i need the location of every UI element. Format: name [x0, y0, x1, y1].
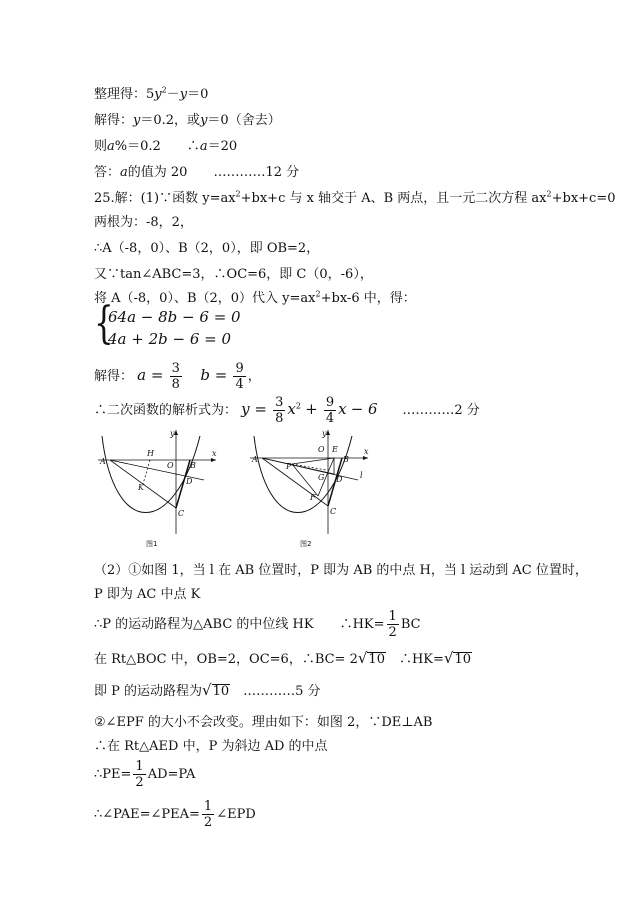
brace: {	[94, 298, 114, 349]
line-angle-pae: ∴∠PAE=∠PEA= $\frac{1}{2}$ ∠EPD	[94, 799, 256, 830]
fig2-label-e: E	[332, 445, 338, 454]
line-path-length: 即 P 的运动路程为√10 …………5 分	[94, 681, 321, 699]
fig1-label-b: B	[190, 461, 196, 470]
fig2-x-arrow	[363, 456, 368, 460]
line-points-ab: ∴A（-8，0）、B（2，0），即 OB=2，	[94, 241, 320, 256]
figure-2	[246, 428, 376, 550]
line-part2-intro: （2）①如图 1，当 l 在 AB 位置时，P 即为 AB 的中点 H，当 l 运动到 AC 位置时，	[94, 563, 588, 578]
line-hk-half-bc: ∴P 的运动路程为△ABC 的中位线 HK ∴HK= $\frac{1}{2}$ BC	[94, 609, 421, 640]
fraction-half-2: $\frac{1}{2}$	[135, 759, 144, 790]
fig1-label-h: H	[147, 449, 154, 458]
fig1-label-a: A	[100, 457, 106, 466]
line-solve-y: 解得：y＝0.2，或y＝0（舍去）	[94, 113, 281, 128]
line-angle-epf: ②∠EPF 的大小不会改变。理由如下：如图 2，∵DE⊥AB	[94, 715, 433, 730]
fraction-b: $\frac{9}{4}$	[235, 361, 244, 392]
sqrt-sign: √	[202, 681, 212, 699]
fig1-x-arrow	[211, 458, 216, 462]
line-then-a: 则a%＝0.2 ∴a＝20	[94, 139, 238, 154]
line-simplify: 整理得：$5y^2-y=0$	[94, 85, 209, 102]
fig1-label-x: x	[212, 449, 217, 458]
fig2-label-d: D	[336, 475, 343, 484]
fig1-label-c: C	[178, 509, 185, 518]
equation-2: 4a + 2b − 6 = 0	[108, 330, 232, 348]
fraction-a: $\frac{3}{8}$	[171, 361, 180, 392]
fraction-half-3: $\frac{1}{2}$	[203, 799, 213, 830]
fig1-label-y: y	[170, 429, 175, 438]
fraction-3-8: $\frac{3}{8}$	[275, 395, 284, 426]
line-pe-half-ad: ∴PE= $\frac{1}{2}$ AD=PA	[94, 759, 196, 790]
line-answer: 答：a的值为 20 …………12 分	[94, 165, 300, 180]
fig1-midline-hk	[143, 460, 150, 484]
fig1-label-o: O	[167, 461, 174, 470]
fig2-label-y: y	[322, 429, 327, 438]
sqrt-sign: √	[357, 649, 368, 667]
fig2-line-pf	[292, 464, 318, 496]
fig1-label-d: D	[186, 477, 193, 486]
fig2-label-o: O	[318, 445, 325, 454]
sqrt-sign: √	[443, 649, 454, 667]
line-midpoint-k: P 即为 AC 中点 K	[94, 587, 201, 602]
line-bc-value: 在 Rt△BOC 中，OB=2，OC=6，∴BC= 2√10 ∴HK=√10	[94, 649, 472, 667]
line-rt-aed: ∴在 Rt△AED 中，P 为斜边 AD 的中点	[94, 739, 328, 754]
fig2-label-a: A	[252, 455, 258, 464]
line-quadratic: ∴二次函数的解析式为： y = $\frac{3}{8}$ $x^2$ + $\frac{9}{4}$ x − 6 …………2 分	[94, 395, 480, 426]
fig2-label-c: C	[330, 507, 337, 516]
fig1-label-k: K	[138, 483, 144, 492]
fig2-label-b: B	[343, 455, 349, 464]
fig2-label-g: G	[318, 473, 325, 482]
line-solve-ab: 解得： a = $\frac{3}{8}$ b = $\frac{9}{4}$ ，	[94, 361, 261, 392]
fraction-half-1: $\frac{1}{2}$	[388, 609, 397, 640]
fig2-label-f: F	[310, 493, 316, 502]
line-substitute: 将 A（-8，0）、B（2，0）代入 $y=ax^2+bx-6$ 中，得：	[94, 289, 416, 306]
line-roots: 两根为：-8，2，	[94, 215, 193, 230]
fig2-label-l: l	[360, 471, 363, 480]
fig2-label-p: P	[286, 462, 292, 471]
equation-1: 64a − 8b − 6 = 0	[108, 308, 241, 326]
line-point-c: 又∵tan∠ABC=3，∴OC=6，即 C（0，-6），	[94, 267, 373, 282]
line-q25-intro: 25.解：(1)∵函数 $y=ax^2+bx+c$ 与 x 轴交于 A、B 两点，且一元二次方程 $ax^2+bx+c=0$	[94, 189, 616, 206]
figure-1	[94, 428, 224, 550]
fraction-9-4: $\frac{9}{4}$	[325, 395, 335, 426]
fig2-caption: 图2	[300, 540, 312, 548]
fig1-caption: 图1	[146, 540, 158, 548]
fig2-label-x: x	[364, 447, 369, 456]
fig1-y-arrow	[174, 430, 178, 435]
fig2-y-arrow	[326, 430, 330, 435]
equation-system	[94, 298, 254, 350]
